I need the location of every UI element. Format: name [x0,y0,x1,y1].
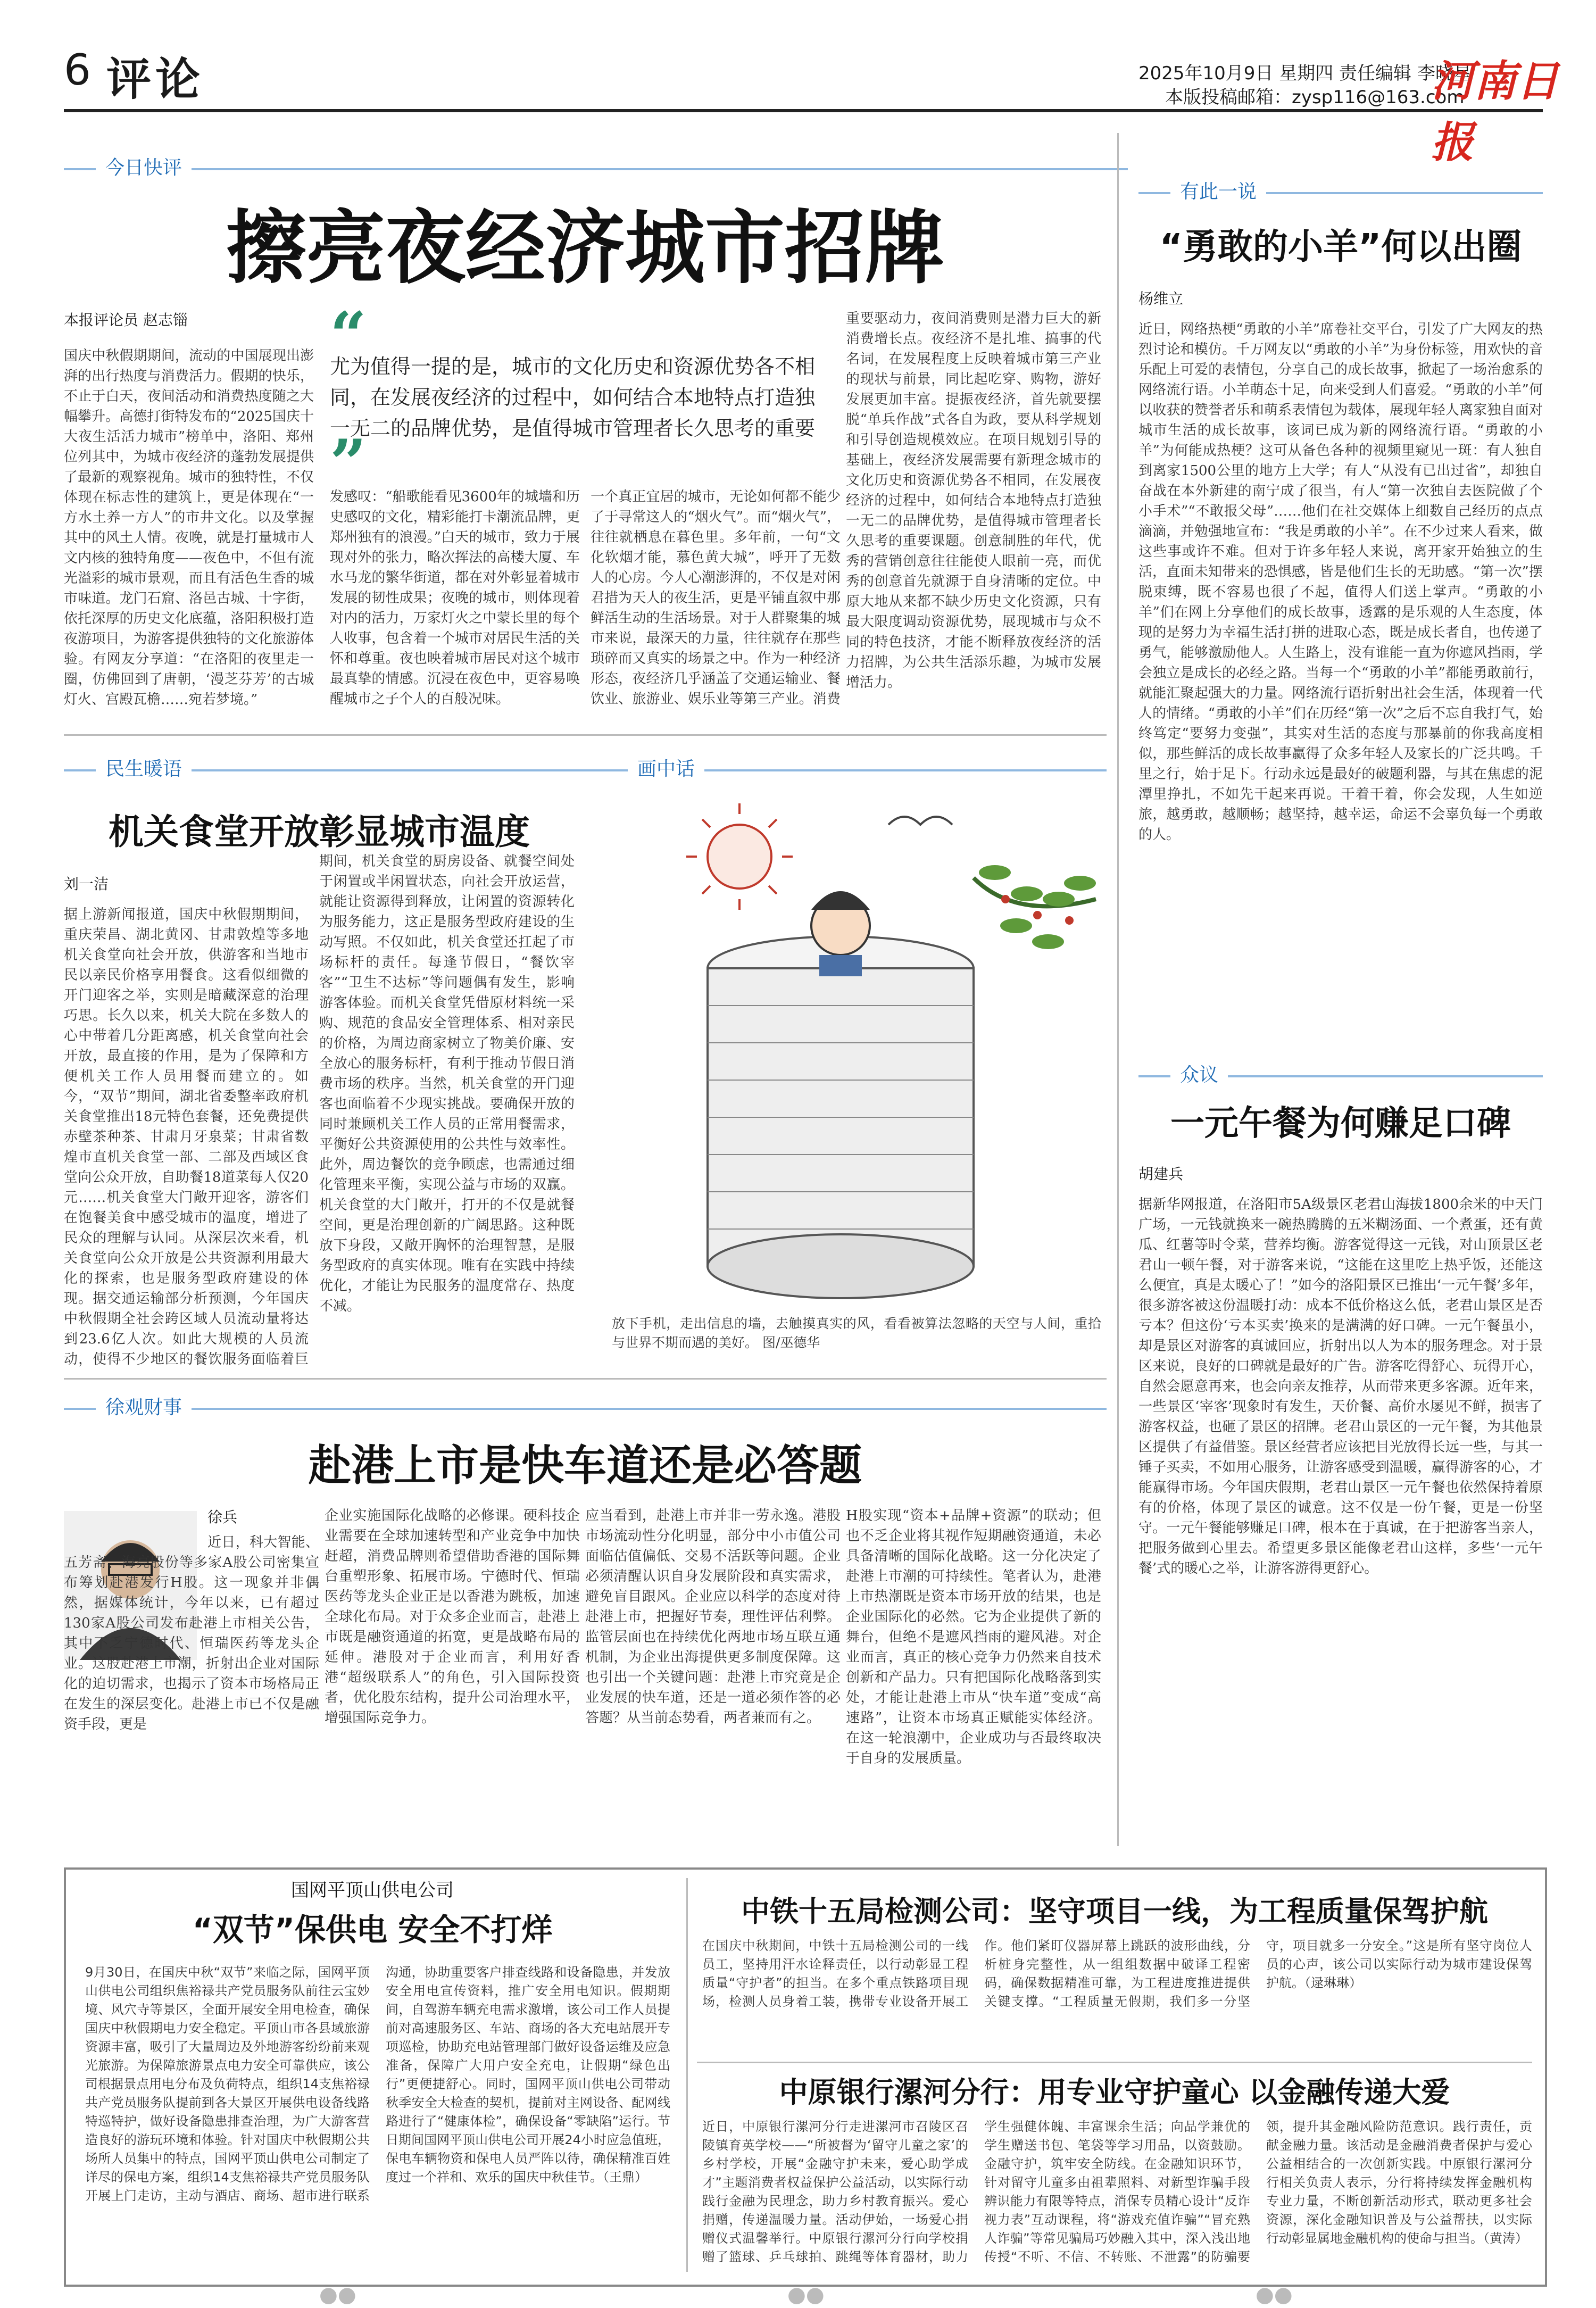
quote-open-icon: “ [330,298,367,373]
article2-byline: 杨维立 [1138,290,1184,308]
article3-title: 机关食堂开放彰显城市温度 [109,811,530,852]
footer-dots: ●● [1256,2282,1293,2307]
article5-col3: 应当看到，赴港上市并非一劳永逸。港股市场流动性分化明显，部分中小市值公司面临估值偏低、交易不活跃等问题。企业必须清醒认识自身发展阶段和真实需求，避免盲目跟风。企业应以科学的态度对待赴港上市，把握好节奏，理性评估利弊。监管层面也在持续优化两地市场互联互通机制，为企业出海提供更多制度保障。这也引出一个关键问题：赴港上市究竟是企业发展的快车道，还是一道必须作答的必答题？从当前态势看，两者兼而有之。 [585,1508,841,1726]
column-tag-today: 今日快评 [64,141,1128,170]
masthead-logo: 河南日报 [1431,56,1559,167]
page-number: 6 [64,45,91,95]
article5-col4: H股实现“资本+品牌+资源”的联动；但也不乏企业将其视作短期融资通道，未必具备清晰的国际化战略。这一分化决定了赴港上市潮的可持续性。笔者认为，赴港上市热潮既是资本市场开放的结果，也是企业国际化的必然。它为企业提供了新的舞台，但绝不是遮风挡雨的避风港。对企业而言，真正的核心竞争力仍然来自技术创新和产品力。只有把国际化战略落到实处，才能让赴港上市从“快车道”变成“高速路”，让资本市场真正赋能实体经济。在这一轮浪潮中，企业成功与否最终取决于自身的发展质量。 [846,1508,1101,1766]
article1-col3: 一个真正宜居的城市，无论如何都不能少了于寻常这人的“烟火气”。而“烟火气”，往往就栖息在暮色里。多年前，一句“文化软烟才能，慕色黄大城”，呼开了无数人的心房。今人心潮澎湃的，不仅是对闲君措为天人的夜生活，更是平铺直叙中那鲜活生动的生活场景。对于人群聚集的城市来说，最深天的力量，往往就存在那些琐碎而又真实的场景之中。作为一种经济形态，夜经济几乎涵盖了交通运输业、餐饮业、旅游业、娱乐业等第三产业。消费 [591,489,841,707]
section-name: 评论 [106,53,205,105]
quote-close-icon: ” [330,426,367,501]
article1-col1: 国庆中秋假期期间，流动的中国展现出澎湃的出行热度与消费活力。假期的快乐，不止于白天，夜间活动和消费热度随之大幅攀升。高德打街特发布的“2025国庆十大夜生活活力城市”榜单中，洛阳、郑州位列其中，为城市夜经济的蓬勃发展提供了最新的观察视角。城市的独特性，不仅体现在标志性的建筑上，更是体现在“一方水土养一方人”的市井文化。以及掌握其中的风土人情。夜晚，就是打量城市人文内核的独特角度——夜色中，不但有流光溢彩的城市景观，而且有活色生香的城市味道。龙门石窟、洛邑古城、十字街，依托深厚的历史文化底蕴，洛阳积极打造夜游项目，为游客提供独特的文化旅游体验。有网友分享道：“在洛阳的夜里走一圈，仿佛回到了唐朝，‘漫芝芬芳’的古城灯火、宫殿瓦檐……宛若梦境。” [64,348,314,708]
cartoon-illustration [612,793,1101,1309]
article1-col4: 重要驱动力，夜间消费则是潜力巨大的新消费增长点。夜经济不是扎堆、搞事的代名词，在发展程度上反映着城市第三产业的现状与前景，同比起吃穿、购物，游好发展更加丰富。提振夜经济，首先就要摆脱“单兵作战”式各自为政，要从科学规划和引导创造规模效应。在项目规划引导的基础上，夜经济发展需要有新理念城市的文化历史和资源优势各不相同，在发展夜经济的过程中，如何结合本地特点打造独一无二的品牌优势，是值得城市管理者长久思考的重要课题。创意制胜的年代，优秀的营销创意往往能使人眼前一亮，而优秀的创意首先就源于自身清晰的定位。中原大地从来都不缺少历史文化资源，只有最大限度调动资源优势，展现城市与众不同的特色技济，才能不断释放夜经济的活力招牌，为公共生活添乐趣，为城市发展增活力。 [846,311,1101,691]
article3-byline: 刘一洁 [64,875,109,893]
cartoon-caption: 放下手机，走出信息的墙，去触摸真实的风，看看被算法忽略的天空与人间，重拾与世界不期而遇的美好。 图/巫德华 [612,1316,1101,1350]
ad3-body: 近日，中原银行漯河分行走进漯河市召陵区召陵镇育英学校——“所被督为‘留守儿童之家’的乡村学校，开展“金融守护未来，爱心助学成才”主题消费者权益保护公益活动，以实际行动践行金融为民理念，助力乡村教育振兴。爱心捐赠，传递温暖力量。活动伊始，一场爱心捐赠仪式温馨举行。中原银行漯河分行向学校捐赠了篮球、乒乓球拍、跳绳等体育器材，助力学生强健体魄、丰富课余生活；向品学兼优的学生赠送书包、笔袋等学习用品，以资鼓励。金融守护，筑牢安全防线。在金融知识环节，针对留守儿童多由祖辈照料、对新型诈骗手段辨识能力有限等特点，消保专员精心设计“反诈视力表”互动课程，将“游戏充值诈骗”“冒充熟人诈骗”等常见骗局巧妙融入其中，深入浅出地传授“不听、不信、不转账、不泄露”的防骗要领，提升其金融风险防范意识。践行责任，贡献金融力量。该活动是金融消费者保护与爱心公益相结合的一次创新实践。中原银行漯河分行相关负责人表示，分行将持续发挥金融机构专业力量，不断创新活动形式，联动更多社会资源，深化金融知识普及与公益帮扶，以实际行动彰显属地金融机构的使命与担当。（黄涛） [702,2119,1532,2264]
section-divider [64,1378,1107,1380]
article1-pullquote: 尤为值得一提的是，城市的文化历史和资源优势各不相同，在发展夜经济的过程中，如何结合本地特点打造独一无二的品牌优势，是值得城市管理者长久思考的重要 [330,355,816,440]
article5-col1: 近日，科大智能、五芳斋、海亮股份等多家A股公司密集宣布筹划赴港发行H股。这一现象并非偶然，据媒体统计，今年以来，已有超过130家A股公司发布赴港上市相关公告，其中不乏宁德时代、恒瑞医药等龙头企业。这股赴港上市潮，折射出企业对国际化的迫切需求，也揭示了资本市场格局正在发生的深层变化。赴港上市已不仅是融资手段，更是 [64,1534,319,1732]
article3-col1: 据上游新闻报道，国庆中秋假期期间，重庆荣昌、湖北黄冈、甘肃敦煌等多地机关食堂向社会开放，供游客和当地市民以亲民价格享用餐食。这看似细微的开门迎客之举，实则是暗藏深意的治理巧思。长久以来，机关大院在多数人的心中带着几分距离感，机关食堂向社会开放，最直接的作用，是为了保障和方便机关工作人员用餐而建立的。如今，“双节”期间，湖北省委整率政府机关食堂推出18元特色套餐，还免费提供赤壁茶种茶、甘肃月牙泉菜；甘肃省数煌市直机关食堂一部、二部及西域区食堂向公众开放，自助餐18道菜每人仅20元……机关食堂大门敞开迎客，游客们在饱餐美食中感受城市的温度，增进了民众的理解与认同。从深层次来看，机关食堂向公众开放是公共资源利用最大化的探索，也是服务型政府建设的体现。据交通运输部分析预测，今年国庆中秋假期全社会跨区域人员流动量将达到23.6亿人次。如此大规模的人员流动，使得不少地区的餐饮服务面临着巨 [64,907,309,1367]
article5-title: 赴港上市是快车道还是必答题 [309,1441,862,1490]
date-line: 2025年10月9日 星期四 责任编辑 李晓星 [1138,63,1472,84]
article4-body: 据新华网报道，在洛阳市5A级景区老君山海拔1800余米的中天门广场，一元钱就换来一碗热腾腾的五米糊汤面、一个煮蛋，还有黄瓜、红薯等时令菜，营养均衡。游客觉得这一元钱，对山顶景区老君山一顿午餐，对于游客来说，“这能在这里吃上热乎饭，还能这么便宜，真是太暖心了！”如今的洛阳景区已推出‘一元午餐’多年，很多游客被这份温暖打动：成本不低价格这么低，老君山景区是否亏本？但这份‘亏本买卖’换来的是满满的好口碑。一元午餐虽小，却是景区对游客的真诚回应，折射出以人为本的服务理念。对于景区来说，良好的口碑就是最好的广告。游客吃得舒心、玩得开心，自然会愿意再来，也会向亲友推荐，从而带来更多客源。近年来，一些景区‘宰客’现象时有发生，天价餐、高价水屡见不鲜，损害了游客权益，也砸了景区的招牌。老君山景区的一元午餐，为其他景区提供了有益借鉴。景区经营者应该把目光放得长远一些，与其一锤子买卖，不如用心服务，让游客感受到温暖，赢得游客的心，才能赢得市场。今年国庆假期，老君山景区一元午餐也依然保持着原有的价格，体现了景区的诚意。这不仅是一份午餐，更是一份坚守。一元午餐能够赚足口碑，根本在于真诚，在于把游客当亲人，把服务做到心里去。希望更多景区能像老君山这样，多些‘一元午餐’式的暖心之举，让游客游得更舒心。 [1138,1197,1543,1576]
article2-title: “勇敢的小羊”何以出圈 [1159,226,1522,267]
article3-col2: 期间，机关食堂的厨房设备、就餐空间处于闲置或半闲置状态，向社会开放运营，就能让资源得到释放，让闲置的资源转化为服务能力，这正是服务型政府建设的生动写照。不仅如此，机关食堂还扛起了市场标杆的责任。每逢节假日，“餐饮宰客”“卫生不达标”等问题偶有发生，影响游客体验。而机关食堂凭借原材料统一采购、规范的食品安全管理体系、相对亲民的价格，为周边商家树立了物美价廉、安全放心的服务标杆，有利于推动节假日消费市场的秩序。当然，机关食堂的开门迎客也面临着不少现实挑战。要确保开放的同时兼顾机关工作人员的正常用餐需求，平衡好公共资源使用的公共性与效率性。此外，周边餐饮的竞争顾虑，也需通过细化管理来平衡，实现公益与市场的双赢。机关食堂的大门敞开，打开的不仅是就餐空间，更是治理创新的广阔思路。这种既放下身段，又敞开胸怀的治理智慧，是服务型政府的真实体现。唯有在实践中持续优化，才能让为民服务的温度常存、热度不减。 [319,853,575,1314]
ad1-body: 9月30日，在国庆中秋“双节”来临之际，国网平顶山供电公司组织焦裕禄共产党员服务队前往云宝妙境、风穴寺等景区，全面开展安全用电检查，确保国庆中秋假期电力安全稳定。平顶山市各县域旅游资源丰富，吸引了大量周边及外地游客纷纷前来观光旅游。为保障旅游景点电力安全可靠供应，该公司根据景点用电分布及负荷特点，组织14支焦裕禄共产党员服务队提前到各大景区开展供电设备线路特巡特护，做好设备隐患排查治理，为广大游客营造良好的游玩环境和体验。针对国庆中秋假期公共场所人员集中的特点，国网平顶山供电公司制定了详尽的保电方案，组织14支焦裕禄共产党员服务队开展上门走访，主动与酒店、商场、超市进行联系沟通，协助重要客户排查线路和设备隐患，并发放安全用电宣传资料，推广安全用电知识。假期期间，自驾游车辆充电需求激增，该公司工作人员提前对高速服务区、车站、商场的各大充电站展开专项巡检，协助充电站管理部门做好设备运维及应急准备，保障广大用户安全充电，让假期“绿色出行”更便捷舒心。同时，国网平顶山供电公司带动秋季安全大检查的契机，提前对主网设备、配网线路进行了“健康体检”，确保设备“零缺陷”运行。节日期间国网平顶山供电公司开展24小时应急值班，保电车辆物资和保电人员严阵以待，确保精准百姓度过一个祥和、欢乐的国庆中秋佳节。（王鼎） [85,1965,670,2203]
column-divider [1117,133,1119,1846]
header-rule [64,109,1543,112]
footer-dots: ●● [319,2282,356,2307]
ad1-company: 国网平顶山供电公司 [291,1880,454,1901]
ad-divider [697,2062,1532,2063]
column-tag-xuguan: 徐观财事 [64,1381,1107,1410]
email-line: 本版投稿邮箱：zysp116@163.com [1165,87,1465,108]
column-tag-youcishuo: 有此一说 [1138,165,1543,194]
column-tag-zhongyi: 众议 [1138,1048,1543,1077]
article1-col2: 发感叹：“船歌能看见3600年的城墙和历史感叹的文化，精彩能打卡潮流品牌，更郑州独有的浪漫。”白天的城市，致力于展现对外的张力，略次挥法的高楼大厦、车水马龙的繁华街道，都在对外彰显着城市发展的韧性成果；夜晚的城市，则体现着对内的活力，万家灯火之中蒙长里的每个人收事，包含着一个城市对居民生活的关怀和尊重。夜也映着城市居民对这个城市最真挚的情感。沉浸在夜色中，更容易唤醒城市之子个人的百般况味。 [330,489,580,707]
column-tag-minsheng: 民生暖语 [64,742,596,771]
footer-dots: ●● [787,2282,825,2307]
column-tag-cartoon: 画中话 [596,742,1107,771]
article4-byline: 胡建兵 [1138,1165,1184,1183]
article2-body: 近日，网络热梗“勇敢的小羊”席卷社交平台，引发了广大网友的热烈讨论和模仿。千万网友以“勇敢的小羊”为身份标签，用欢快的音乐配上可爱的表情包，分享自己的成长故事，掀起了一场治愈系的网络流行语。小羊萌态十足，向来受到人们喜爱。“勇敢的小羊”何以收获的赞誉者乐和萌系表情包为载体，展现年轻人离家独自面对城市生活的成长故事，该词已成为新的网络流行语。“勇敢的小羊”为何能成热梗？这可从备色各种的视频里窥见一斑：有人独自到离家1500公里的地方上大学；有人“从没有已出过省”，却独自奋战在本外新建的南宁成了很当，有人“第一次独自去医院做了个小手术”“不敢报父母”……他们在社交媒体上细数自己经历的点点滴滴，并勉强地宣布：“我是勇敢的小羊”。在不少过来人看来，做这些事或许不难。但对于许多年轻人来说，离开家开始独立的生活，直面未知带来的恐惧感，皆是他们生长的无助感。“第一次”摆脱束缚，既不容易也很了不起，值得人们送上掌声。“勇敢的小羊”们在网上分享他们的成长故事，透露的是乐观的人生态度，体现的是努力为幸福生活打拼的进取心态，既是成长者自，也传递了勇气，能够激励他人。人生路上，没有谁能一直为你遮风挡雨，学会独立是成长的必经之路。当每一个“勇敢的小羊”都能勇敢前行，就能汇聚起强大的力量。网络流行语折射出社会生活，体现着一代人的情绪。“勇敢的小羊”们在历经“第一次”之后不忘自我打气，始终笃定“要努力变强”，其实对生活的态度与那暴前的你我高度相似，那些鲜活的成长故事赢得了众多年轻人及家长的广泛共鸣。千里之行，始于足下。行动永远是最好的破题利器，与其在焦虑的泥潭里挣扎，不如先干起来再说。干着干着，你会发现，人生如逆旅，越勇敢，越顺畅；越坚持，越幸运，命运不会辜负每一个勇敢的人。 [1138,321,1543,843]
article1-title: 擦亮夜经济城市招牌 [226,202,944,295]
ad3-title: 中原银行漯河分行：用专业守护童心 以金融传递大爱 [779,2075,1450,2109]
section-divider [64,734,1107,736]
ad-divider [686,1878,688,2272]
article1-byline: 本报评论员 赵志锱 [64,311,188,329]
ad2-title: 中铁十五局检测公司：坚守项目一线，为工程质量保驾护航 [741,1895,1488,1928]
article4-title: 一元午餐为何赚足口碑 [1170,1104,1511,1143]
ad2-body: 在国庆中秋期间，中铁十五局检测公司的一线员工，坚持用汗水诠释责任，以行动彰显工程质量“守护者”的担当。在多个重点铁路项目现场，检测人员身着工装，携带专业设备开展工作。他们紧盯仪器屏幕上跳跃的波形曲线，分析桩身完整性，从一组组数据中破译工程密码，确保数据精准可靠，为工程进度推进提供关键支撑。“工程质量无假期，我们多一分坚守，项目就多一分安全。”这是所有坚守岗位人员的心声，该公司以实际行动为城市建设保驾护航。（逯琳琳） [702,1938,1532,2009]
ad1-title: “双节”保供电 安全不打烊 [192,1912,553,1948]
article5-col2: 企业实施国际化战略的必修课。硬科技企业需要在全球加速转型和产业竞争中加快赶超，消费品牌则希望借助香港的国际舞台重塑形象、拓展市场。宁德时代、恒瑞医药等龙头企业正是以香港为跳板，加速全球化布局。对于众多企业而言，赴港上市既是融资通道的拓宽，更是战略布局的延伸。港股对于企业而言，利用好香港“超级联系人”的角色，引入国际投资者，优化股东结构，提升公司治理水平，增强国际竞争力。 [325,1508,580,1726]
article5-byline: 徐兵 [207,1508,238,1526]
